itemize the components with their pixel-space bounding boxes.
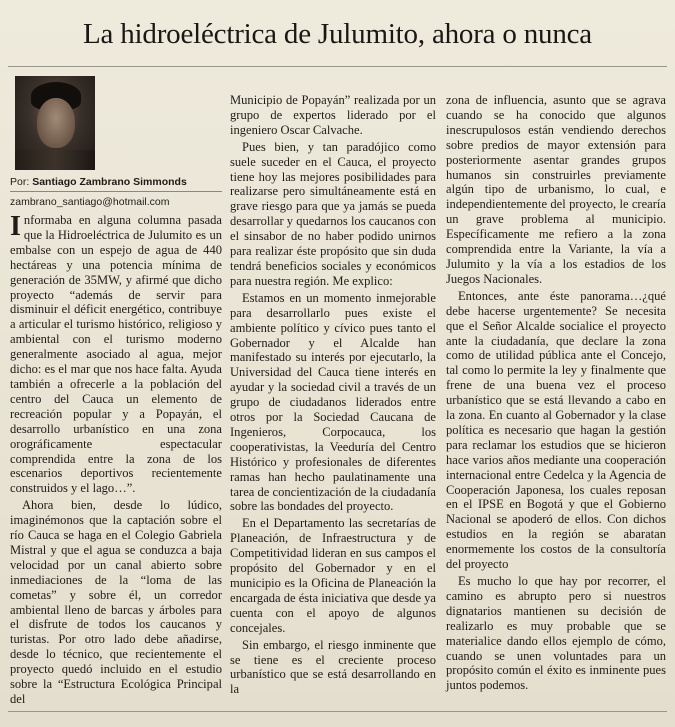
- column-1: [10, 76, 222, 707]
- byline-rule: [10, 191, 222, 192]
- paragraph: Estamos en un momento inmejorable para desarrollarlo pues existe el ambiente político y cívico pues tanto el Gobernador y el Alcalde han manifestado su interés por ejecutarlo, la Universidad del Cauca tiene interés en ayudar y la sociedad civil a través de un grupo de ciudadanos liderados entre otros por la Sociedad Caucana de Ingenieros, Corpocauca, los cooperativistas, la Veeduría del Centro Histórico y profesionales de diferentes ramas han hecho paulatinamente una tarea de concientización de la ciudadanía sobre las bondades del proyecto.: [230, 290, 436, 514]
- paragraph: Sin embargo, el riesgo inminente que se tiene es el creciente proceso urbanístico que se está desarrollando en la: [230, 637, 436, 697]
- headline: La hidroeléctrica de Julumito, ahora o nunca: [83, 18, 592, 50]
- paragraph: [10, 213, 222, 496]
- headline-rule: [8, 66, 667, 67]
- paragraph: Es mucho lo que hay por recorrer, el camino es abrupto pero si nuestros dignatarios mantienen su decisión de realizarlo es muy probable que se materialice dando ellos ejemplo de cómo, cuando se unen voluntades para un propósito común el éxito es inminente pues juntos podemos.: [446, 574, 666, 693]
- paragraph: En el Departamento las secretarías de Planeación, de Infraestructura y de Competitividad lideran en sus campos el propósito del Gobernador y en el municipio es la Oficina de Planeación la encargada de ésta iniciativa que desde ya cuenta con el apoyo de algunos concejales.: [230, 516, 436, 635]
- paragraph-text: nformaba en alguna columna pasada que la Hidroeléctrica de Julumito es un embalse con un espejo de agua de 440 hectáreas y una potencia mínima de generación de 35MW, y afirmé que dicho proyecto “además de servir para disminuir el déficit energético, contribuye a articular el turismo histórico, religioso y ambiental con el turismo moderno generalmente asociado al agua, mejor dicho: es el mar que nos hace falta. Ayuda también a ofrecerle a la población del centro del Cauca un elemento de recreación popular y a Popayán, el desarrollo urbanístico en una zona orográficamente espectacular comprendida entre la zona de los escenarios deportivos recientemente construidos y el lago…”.: [10, 213, 222, 496]
- author-email: zambrano_santiago@hotmail.com: [10, 196, 170, 208]
- paragraph: Pues bien, y tan paradójico como suele suceder en el Cauca, el proyecto tiene hoy las mejores posibilidades para realizarse pero simultáneamente está en grave riesgo para que ya jamás se pueda desarrollar y quedarnos los caucanos con el sinsabor de no haber podido unirnos para realizar éste propósito que sin duda tendrá beneficios sociales y económicos para nuestra región. Me explico:: [230, 139, 436, 288]
- author-photo: [15, 76, 95, 170]
- paragraph: Ahora bien, desde lo lúdico, imaginémonos que la captación sobre el río Cauca se haga en el Colegio Gabriela Mistral y que el agua se conduzca a baja velocidad por un canal abierto sobre inmediaciones de la “loma de las cometas” y sobre él, un corredor ambiental lleno de barcas y árboles para el disfrute de todos los caucanos y turistas. Por otro lado debe añadirse, desde lo técnico, que recientemente el proyecto quedó incluido en el estudio sobre la “Estructura Ecológica Principal del: [10, 498, 222, 706]
- bottom-rule: [8, 711, 667, 712]
- byline-prefix: Por:: [10, 176, 30, 188]
- byline-author: Santiago Zambrano Simmonds: [32, 176, 187, 188]
- column-2: [230, 93, 436, 697]
- paragraph: Entonces, ante éste panorama…¿qué debe hacerse urgentemente? Se necesita que el Señor Alcalde socialice el proyecto ante la ciudadanía, que declare la zona como de utilidad pública ante el Concejo, tal como lo permite la ley y finalmente que frene de una buena vez el proceso urbanístico que se está llevando a cabo en la zona. En cuanto al Gobernador y la clase política es necesario que hagan la gestión para reclamar los estudios que se hicieron hace varios años mediante una cooperación internacional entre Cedelca y la Agencia de Cooperación Japonesa, los cuales reposan en el IPSE en Bogotá y que el Gobierno Nacional se apoderó de ellos. Con dichos estudios en la región se abaratan enormemente los costos de la consultoría del proyecto: [446, 288, 666, 572]
- byline: [10, 176, 222, 189]
- drop-cap: I: [10, 211, 21, 242]
- paragraph: zona de influencia, asunto que se agrava cuando se ha conocido que algunos inescrupulosos están vendiendo derechos sobre predios de mayor extensión para posteriormente asentar grandes grupos humanos sin construirles previamente algún tipo de urbanismo, lo cual, e independientemente del proyecto, le crearía un grave problema al municipio. Específicamente me refiero a la zona comprendida entre la Variante, la vía a Julumito y la vía a los estadios de los Juegos Nacionales.: [446, 93, 666, 286]
- column-3: [446, 93, 666, 693]
- paragraph: Municipio de Popayán” realizada por un grupo de expertos liderado por el ingeniero Oscar Calvache.: [230, 93, 436, 137]
